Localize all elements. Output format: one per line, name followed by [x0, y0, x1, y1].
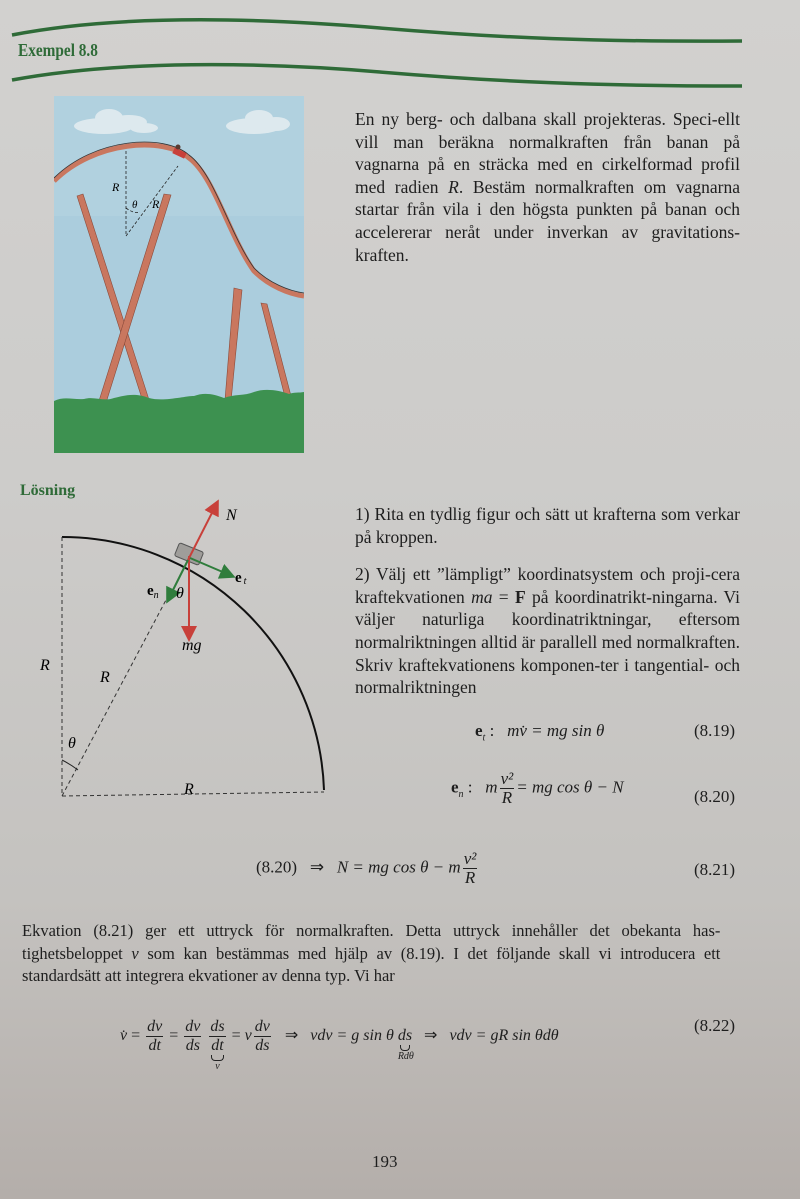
free-body-diagram	[0, 490, 340, 810]
eq820-denominator: R	[501, 788, 513, 807]
eq822-equals-1: =	[131, 1027, 141, 1045]
label-R-bottom: R	[184, 781, 194, 798]
eq822-f1-den: dt	[148, 1037, 161, 1054]
solution-steps	[355, 503, 740, 714]
eq822-vdot: v̇	[120, 1027, 128, 1045]
label-et: et	[235, 570, 247, 587]
label-N: N	[226, 507, 237, 524]
eq822-v: v	[244, 1027, 252, 1045]
equation-8-21	[256, 850, 479, 887]
ma-symbol: ma	[471, 586, 493, 607]
circular-profile	[62, 537, 324, 790]
eq821-body: N = mg cos θ − m	[336, 857, 461, 877]
equation-number-8-22: (8.22)	[694, 1016, 736, 1035]
eq822-implies-2: ⇒	[424, 1027, 438, 1045]
ground	[54, 390, 304, 453]
eq822-f3-num: ds	[210, 1018, 225, 1035]
equation-8-19	[475, 721, 604, 743]
eq819-sub: t	[482, 732, 486, 744]
page-number: 193	[372, 1152, 398, 1171]
eq822-f4-num: dv	[254, 1018, 270, 1035]
equation-number-8-19: (8.19)	[694, 721, 736, 740]
eq822-fraction-2	[184, 1018, 201, 1055]
eq822-underbrace-dt	[209, 1037, 225, 1072]
eq822-mid: vdv = g sin θ	[310, 1027, 394, 1045]
eq822-underbrace-label-rdtheta: Rdθ	[398, 1045, 412, 1062]
label-mg: mg	[182, 637, 202, 654]
eq822-implies-1: ⇒	[284, 1027, 299, 1045]
eq819-vector: e	[475, 721, 483, 740]
label-R-diagonal: R	[100, 669, 110, 686]
force-vector-symbol: F	[514, 586, 526, 607]
eq820-sub: n	[458, 788, 464, 800]
eq822-f3-den: dt	[211, 1037, 224, 1054]
illus-label-R-vertical: R	[112, 180, 120, 194]
step-1: 1) Rita en tydlig figur och sätt ut krafterna som verkar på kroppen.	[355, 504, 740, 547]
eq822-final: vdv = gR sin θdθ	[449, 1027, 559, 1045]
equals-sign: =	[492, 586, 515, 607]
eq820-rhs: = mg cos θ − N	[516, 777, 624, 797]
eq822-f2-num: dv	[185, 1018, 201, 1035]
step-2-text-a: 2) Välj ett ”lämpligt” koordinatsystem och proji-cera kraftekvationen	[355, 564, 740, 607]
illus-label-theta: θ	[132, 199, 138, 211]
eq819-colon: :	[489, 721, 495, 740]
bottom-rule	[12, 65, 742, 86]
eq821-numerator: v²	[463, 849, 477, 868]
label-theta-top: θ	[176, 585, 184, 602]
eq822-underbrace-label-v: v	[209, 1055, 225, 1072]
eq819-body: mv̇ = mg sin θ	[507, 721, 605, 740]
eq822-equals-2: =	[169, 1027, 179, 1045]
eq822-fraction-1	[146, 1018, 163, 1055]
eq822-equals-3: =	[231, 1027, 241, 1045]
step-2	[355, 563, 740, 699]
label-en: $e_n$	[147, 583, 159, 601]
radius-diagonal	[62, 600, 166, 796]
eq822-underbrace-ds	[397, 1027, 414, 1063]
eq820-numerator: v²	[500, 769, 514, 788]
eq822-f4-den: ds	[255, 1037, 270, 1054]
eq821-denominator: R	[464, 868, 476, 887]
example-title: Exempel 8.8	[18, 40, 98, 60]
equation-number-8-21: (8.21)	[694, 860, 736, 879]
implies-arrow: ⇒	[309, 857, 325, 877]
eq820-fraction	[500, 770, 515, 807]
label-R-left: R	[40, 657, 50, 674]
equation-number-8-20: (8.20)	[694, 787, 736, 806]
equation-8-20	[451, 770, 624, 807]
problem-statement	[355, 108, 740, 266]
paragraph-text-2: som kan bestämmas med hjälp av (8.19). I det följande skall vi introducera ett standardsätt att integrera ekvationer av denna typ. Vi har	[22, 943, 721, 985]
problem-text-1: En ny berg- och dalbana skall projekteras. Speci-ellt vill man beräkna normalkraften från banan på vagnarna på en sträcka med en cirkelformad profil med radien	[355, 109, 740, 197]
radius-symbol: R	[448, 176, 459, 197]
eq820-vector: e	[451, 777, 459, 797]
problem-text-2: . Bestäm normalkraften om vagnarna startar från vila i den högsta punkten på banan och accelererar neråt under inverkan av gravitations-kraften.	[355, 176, 740, 265]
eq822-fraction-3	[209, 1018, 225, 1072]
eq821-reference: (8.20)	[256, 857, 298, 877]
theta-arc-bottom	[62, 760, 78, 770]
eq821-fraction	[463, 850, 478, 887]
label-theta-bottom: θ	[68, 735, 76, 752]
step-2-text-b: på koordinatrikt-ningarna. Vi väljer naturliga koordinatriktningar, eftersom normalriktningen alltid är parallell med normalkraften. Skriv kraftekvationens komponen-ter i tangential- och normalriktningen	[355, 586, 741, 698]
velocity-symbol: v	[131, 943, 139, 963]
eq822-ds: ds	[397, 1027, 413, 1045]
solution-heading: Lösning	[20, 482, 76, 499]
body-paragraph	[22, 920, 720, 988]
illus-label-R-slanted: R	[152, 197, 160, 211]
paragraph-text-1: Ekvation (8.21) ger ett uttryck för normalkraften. Detta uttryck innehåller det obekanta has-tighetsbeloppet	[22, 921, 721, 963]
eq820-colon: :	[467, 777, 473, 797]
eq820-m: m	[485, 777, 498, 797]
top-rule	[12, 20, 742, 41]
eq822-fraction-4	[254, 1018, 271, 1055]
header-rules	[0, 0, 800, 100]
eq822-f2-den: ds	[185, 1037, 200, 1054]
eq822-f1-num: dv	[147, 1018, 163, 1035]
roller-coaster-illustration	[54, 96, 304, 453]
equation-8-22	[120, 1018, 559, 1072]
